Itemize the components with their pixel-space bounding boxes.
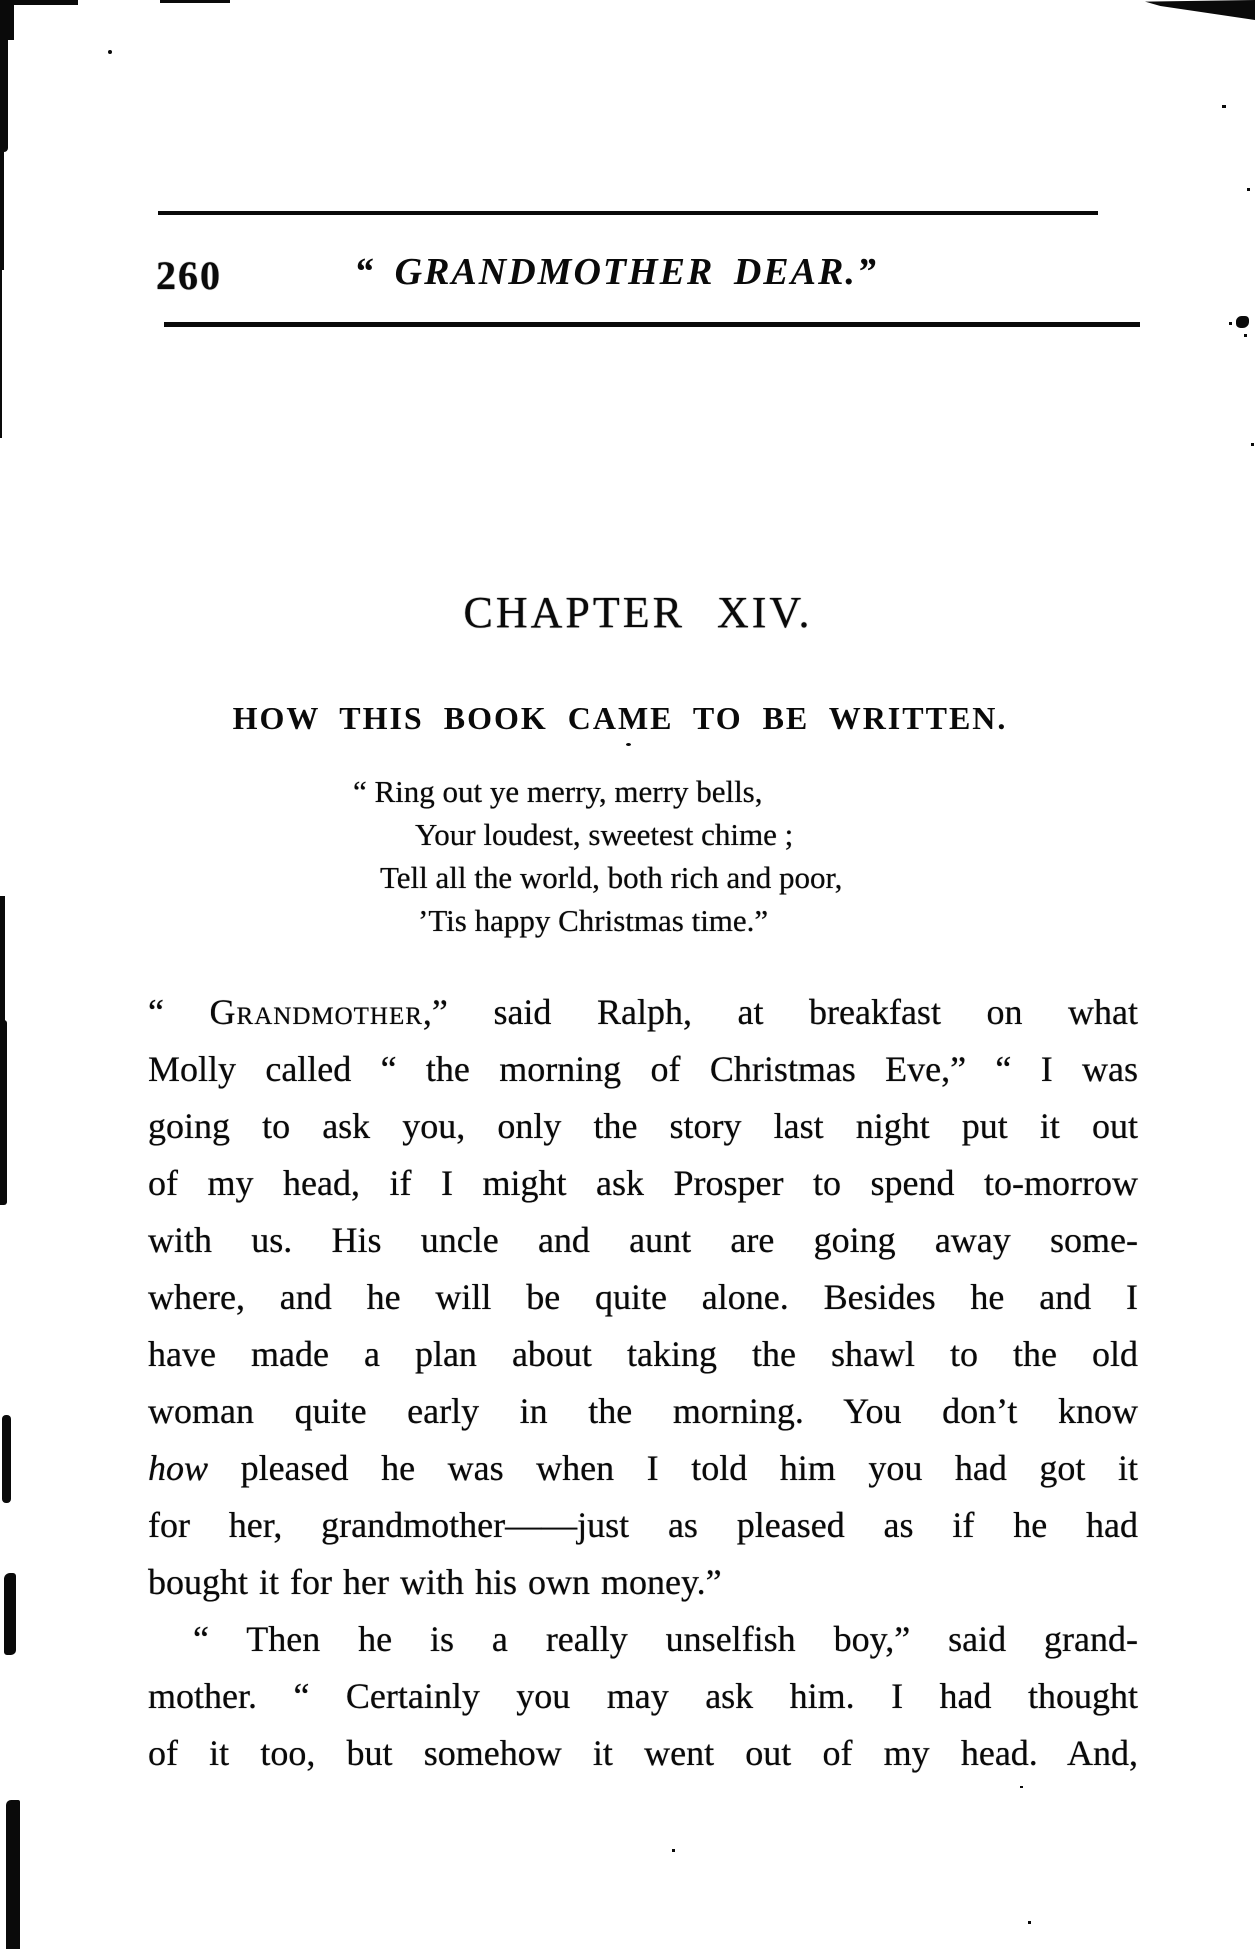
scan-artifact-speck	[1247, 188, 1250, 191]
scan-artifact-left-strip	[6, 1800, 20, 1949]
line-text: ,” said Ralph, at breakfast on what	[422, 992, 1139, 1032]
scan-artifact-left-strip	[4, 1573, 16, 1655]
scan-artifact-top-edge	[14, 0, 78, 5]
scan-artifact-speck	[1251, 443, 1254, 446]
body-line: woman quite early in the morning. You don’t know	[148, 1391, 1138, 1431]
scan-artifact-corner-wedge	[1145, 0, 1255, 20]
body-line: with us. His uncle and aunt are going away some-	[148, 1220, 1138, 1260]
header-rule-bottom	[164, 322, 1140, 327]
header-rule-top	[158, 211, 1098, 215]
body-line: where, and he will be quite alone. Besides he and I	[148, 1277, 1138, 1317]
epigraph-line: Tell all the world, both rich and poor,	[380, 860, 843, 895]
scan-artifact-left-strip	[2, 1415, 11, 1503]
italic-word: how	[148, 1448, 209, 1488]
body-line: “ Then he is a really unselfish boy,” said grand-	[193, 1619, 1138, 1659]
quote-open: “	[148, 992, 210, 1032]
body-line: of my head, if I might ask Prosper to spend to-morrow	[148, 1163, 1138, 1203]
body-line	[148, 1440, 1138, 1497]
body-line: for her, grandmother——just as pleased as if he had	[148, 1505, 1138, 1545]
page-number: 260	[156, 253, 222, 298]
scan-artifact-speck	[1028, 1921, 1031, 1924]
body-line: Molly called “ the morning of Christmas Eve,” “ I was	[148, 1049, 1138, 1089]
running-title: “ GRANDMOTHER DEAR.”	[354, 251, 878, 293]
body-line: have made a plan about taking the shawl to the old	[148, 1334, 1138, 1374]
body-line: going to ask you, only the story last night put it out	[148, 1106, 1138, 1146]
chapter-title: CHAPTER XIV.	[463, 588, 813, 637]
paragraph	[148, 984, 1138, 1611]
body-line: of it too, but somehow it went out of my head. And,	[148, 1733, 1138, 1773]
line-text: pleased he was when I told him you had got it	[208, 1448, 1138, 1488]
scan-artifact-left-strip	[0, 896, 5, 1026]
scan-artifact-speck	[1229, 322, 1232, 325]
scan-artifact-left-strip	[0, 1020, 7, 1205]
body-line: bought it for her with his own money.”	[148, 1562, 722, 1602]
body-line: mother. “ Certainly you may ask him. I had thought	[148, 1676, 1138, 1716]
scan-artifact-left-edge	[0, 150, 4, 270]
scan-artifact-left-edge	[0, 268, 2, 438]
scan-artifact-speck	[626, 743, 631, 746]
scan-artifact-speck	[108, 50, 112, 54]
scan-artifact-left-edge	[0, 0, 8, 152]
epigraph-line: Your loudest, sweetest chime ;	[415, 817, 794, 852]
scan-artifact-speck	[1020, 1786, 1023, 1788]
epigraph-line: ’Tis happy Christmas time.”	[418, 903, 769, 938]
smallcaps-word: Grandmother	[209, 992, 423, 1032]
epigraph-verse	[353, 770, 842, 942]
chapter-subtitle: HOW THIS BOOK CAME TO BE WRITTEN.	[232, 700, 1008, 736]
body-text	[148, 984, 1138, 1782]
scan-artifact-ink-blot	[1236, 316, 1249, 328]
paragraph	[148, 1611, 1138, 1782]
scan-artifact-top-edge	[160, 0, 230, 3]
epigraph-line: “ Ring out ye merry, merry bells,	[353, 774, 763, 809]
body-line	[148, 984, 1138, 1041]
scan-artifact-speck	[672, 1849, 675, 1852]
scan-artifact-speck	[1244, 334, 1247, 337]
scan-artifact-speck	[1222, 105, 1226, 108]
